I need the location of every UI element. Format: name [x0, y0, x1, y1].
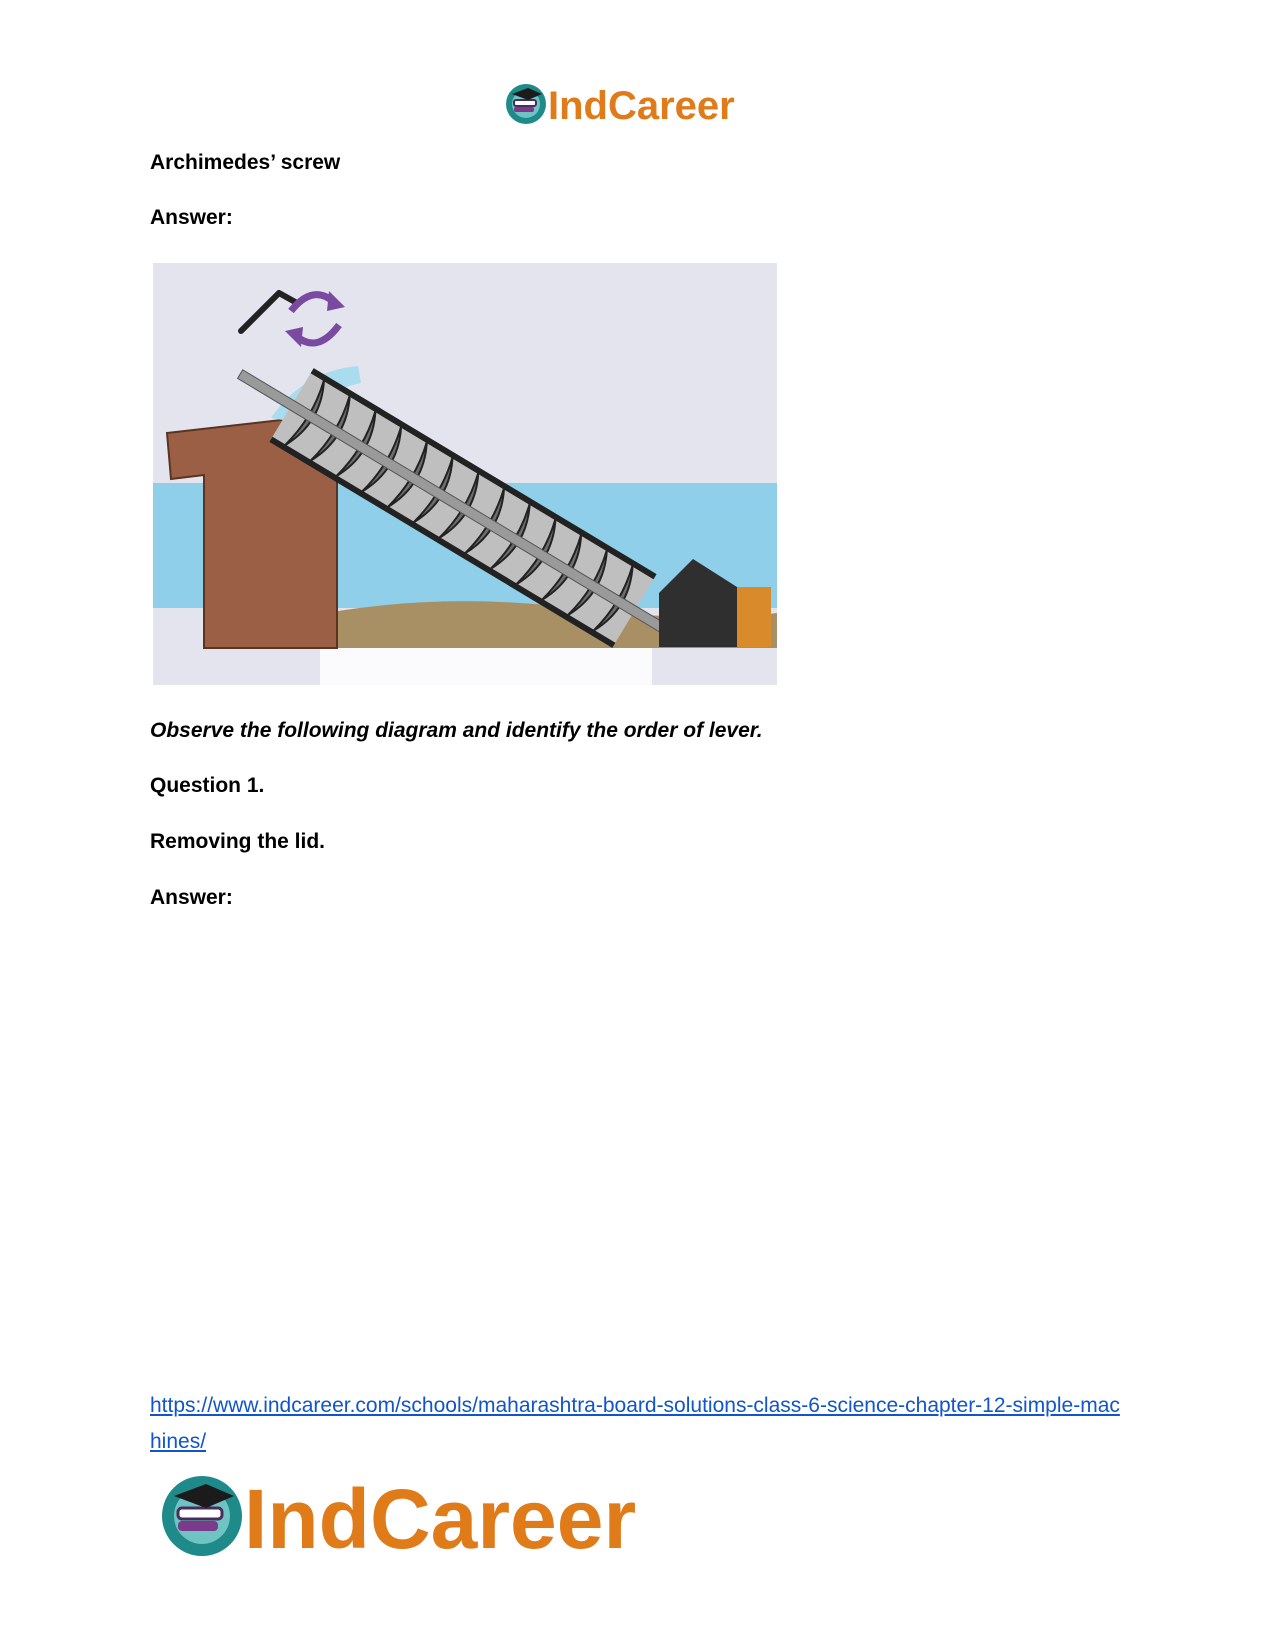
indcareer-logo — [504, 80, 774, 128]
logo-text: IndCareer — [548, 84, 735, 128]
section-heading: Archimedes’ screw — [150, 151, 341, 174]
archimedes-screw-diagram — [153, 263, 777, 685]
question-number: Question 1. — [150, 774, 265, 797]
logo-text-large: IndCareer — [244, 1472, 637, 1562]
answer-label: Answer: — [150, 206, 233, 229]
question-text: Removing the lid. — [150, 830, 326, 853]
answer-label-2: Answer: — [150, 886, 233, 909]
instruction-text: Observe the following diagram and identify the order of lever. — [150, 719, 763, 742]
source-link[interactable]: https://www.indcareer.com/schools/maharashtra-board-solutions-class-6-science-chapter-12-simple-machines/ — [150, 1394, 1120, 1453]
indcareer-logo-large — [160, 1470, 700, 1562]
